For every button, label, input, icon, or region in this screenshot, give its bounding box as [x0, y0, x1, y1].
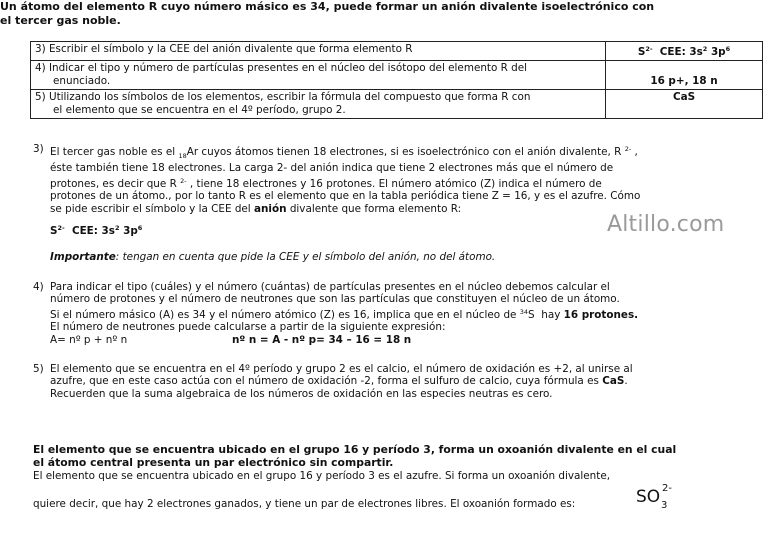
answer-cell: [606, 42, 763, 61]
expression-n: nº n = A - nº p= 34 – 16 = 18 n: [232, 333, 412, 346]
question-text-cont: enunciado.: [53, 75, 111, 87]
text: Si el número másico (A) es 34 y el número atómico (Z) es 16, implica que en el núcleo de: [50, 308, 520, 321]
cee-text: CEE: 3s: [64, 225, 115, 237]
text: número de protones y el número de neutrones que son las partículas que constituyen el núcleo de un átomo.: [50, 293, 620, 306]
text-bold: 16 protones.: [563, 308, 639, 321]
text: S hay: [528, 308, 564, 321]
text: Recuerden que la suma algebraica de los números de oxidación en las especies neutras es cero.: [50, 387, 553, 400]
text: El elemento que se encuentra en el 4º período y grupo 2 es el calcio, el número de oxidación es +2, al unirse al: [50, 363, 633, 375]
answer-cell: [606, 90, 763, 119]
answer-5-paragraph: El elemento que se encuentra en el 4º período y grupo 2 es el calcio, el número de oxidación es +2, al unirse al azufre, que en este caso actúa con el número de oxidación -2, forma el sulfuro de calcio, cuya fórmula es CaS. Recuerden que la suma algebraica de los números de oxidación en las especies neutras es cero.: [50, 363, 750, 400]
charge: 2-: [624, 145, 632, 153]
answer-exp-p: 6: [725, 45, 731, 53]
table-row: [31, 61, 763, 90]
question-cell: [31, 61, 606, 90]
second-question: [33, 443, 753, 469]
answer-p: 3p: [707, 46, 726, 58]
question-text: 5) Utilizando los símbolos de los elementos, escribir la fórmula del compuesto que forma R con: [35, 91, 531, 103]
charge: 2-: [180, 176, 187, 185]
text: divalente que forma elemento R:: [286, 202, 462, 215]
questions-table: [30, 41, 763, 119]
text: , tiene 18 electrones y 16 protones. El número atómico (Z) indica el número de: [186, 177, 602, 190]
oxoanion-formula: [636, 483, 672, 511]
question-cell: [31, 42, 606, 61]
answer-exp-s: 2: [702, 45, 708, 53]
table-row: [31, 90, 763, 119]
cee-exp-s: 2: [114, 224, 120, 232]
text: éste también tiene 18 electrones. La carga 2- del anión indica que tiene 2 electrones más que el número de: [50, 162, 614, 175]
formula-subscript: 3: [661, 500, 668, 511]
expression-a: A= nº p + nº n: [50, 333, 128, 346]
answer-text: CaS: [672, 91, 696, 103]
cee-p: 3p: [119, 225, 138, 237]
question-text-cont: el elemento que se encuentra en el 4º período, grupo 2.: [53, 104, 346, 116]
important-label: Importante: [50, 251, 116, 263]
text: El tercer gas noble es el: [50, 146, 179, 158]
cee-exp-p: 6: [137, 224, 143, 232]
intro-statement: [0, 0, 700, 28]
text: ,: [631, 146, 638, 158]
important-note: [50, 251, 750, 263]
answer-cell: [606, 61, 763, 90]
intro-line-2: el tercer gas noble.: [0, 14, 121, 27]
answer-number: 3): [33, 143, 44, 155]
second-answer-line-1: El elemento que se encuentra ubicado en el grupo 16 y período 3 es el azufre. Si forma un oxoanión divalente,: [33, 470, 611, 482]
formula-base: SO: [636, 487, 661, 507]
text: El número de neutrones puede calcularse a partir de la siguiente expresión:: [50, 321, 446, 334]
mass-prefix: 18: [178, 152, 187, 161]
answer-3-paragraph: [50, 143, 750, 215]
text: azufre, que en este caso actúa con el número de oxidación -2, forma el sulfuro de calcio, cuya fórmula es: [50, 375, 603, 388]
question-text: 3) Escribir el símbolo y la CEE del anión divalente que forma elemento R: [35, 43, 413, 55]
question-text: 4) Indicar el tipo y número de partículas presentes en el núcleo del isótopo del elemento R del: [35, 62, 528, 74]
formula-charge: 2-: [662, 483, 672, 494]
answer-number: 4): [33, 281, 44, 293]
answer-number: 5): [33, 363, 44, 375]
question-cell: [31, 90, 606, 119]
cee-charge: 2-: [57, 224, 65, 232]
intro-line-1: Un átomo del elemento R cuyo número másico es 34, puede formar un anión divalente isoelectrónico con: [0, 0, 655, 13]
text: Para indicar el tipo (cuáles) y el número (cuántas) de partículas presentes en el núcleo debemos calcular el: [50, 281, 610, 293]
answer-symbol: S: [637, 46, 646, 58]
answer-4-paragraph: [50, 281, 750, 346]
text-bold: anión: [254, 202, 287, 215]
text-bold: CaS: [602, 375, 625, 388]
mass-number: 34: [519, 307, 529, 316]
important-text: : tengan en cuenta que pide la CEE y el símbolo del anión, no del átomo.: [115, 251, 496, 263]
watermark-logo: Altillo.com: [607, 212, 725, 237]
text: se pide escribir el símbolo y la CEE del: [50, 202, 254, 215]
table-row: [31, 42, 763, 61]
answer-text: 16 p+, 18 n: [650, 75, 718, 87]
second-answer-line-2: quiere decir, que hay 2 electrones ganados, y tiene un par de electrones libres. El oxoanión formado es:: [33, 498, 576, 510]
text-bold: El elemento que se encuentra ubicado en el grupo 16 y período 3, forma un oxoanión divalente en el cual: [33, 443, 677, 456]
answer-cee: CEE: 3s: [652, 46, 703, 58]
answer-charge: 2-: [645, 45, 653, 53]
cee-symbol: S: [50, 225, 58, 237]
text: protones de un átomo., por lo tanto R es el elemento que en la tabla periódica tiene Z = 16, y es el azufre. Cómo: [50, 190, 641, 203]
text: protones, es decir que R: [50, 177, 181, 190]
text-bold: el átomo central presenta un par electrónico sin compartir.: [33, 456, 394, 469]
text: Ar cuyos átomos tienen 18 electrones, si es isoelectrónico con el anión divalente, R: [186, 146, 625, 158]
